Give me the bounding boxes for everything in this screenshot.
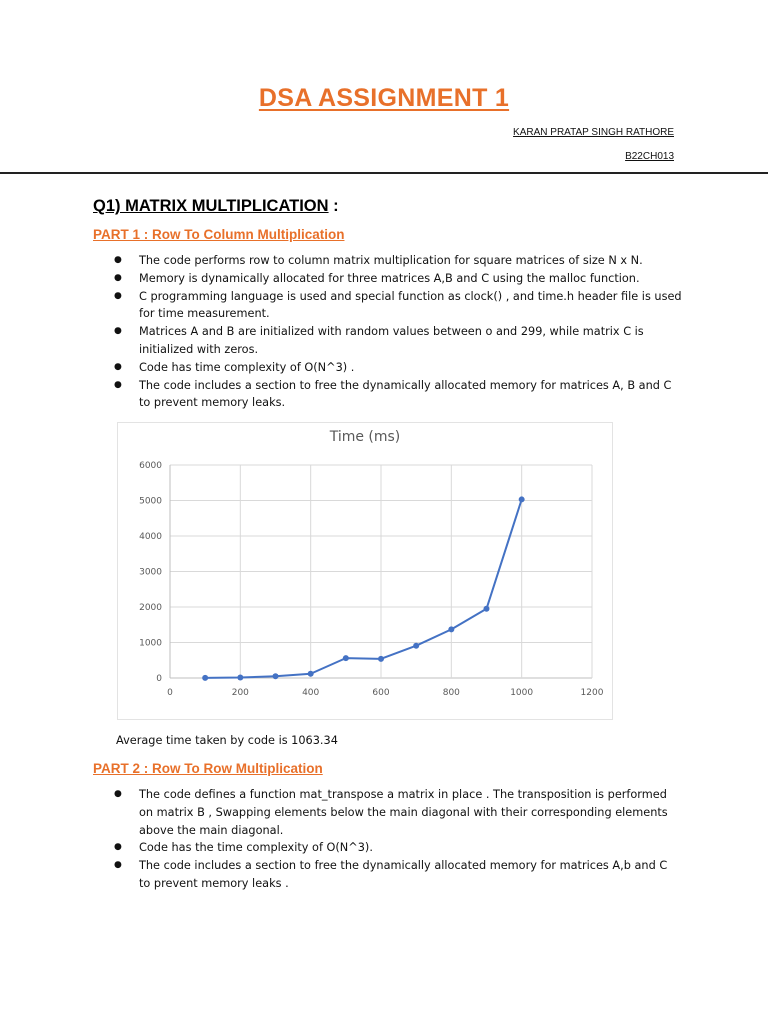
chart-tick-labels [139,461,604,698]
series-line [205,499,521,677]
x-tick-label: 800 [442,688,460,698]
x-tick-label: 200 [231,688,249,698]
time-chart [117,422,613,720]
average-time-text: Average time taken by code is 1063.34 [116,734,338,747]
y-tick-label: 2000 [139,603,162,613]
data-point [448,626,454,632]
x-tick-label: 600 [372,688,390,698]
list-item: ● Matrices A and B are initialized with random values between o and 299, while matrix C is initialized with zeros. [112,323,682,359]
data-point [273,673,279,679]
data-point [202,675,208,681]
list-item: ● The code includes a section to free the dynamically allocated memory for matrices A,b and C to prevent memory leaks . [112,857,682,893]
chart-grid [170,465,592,678]
question-heading-colon: : [328,197,339,215]
x-tick-label: 1200 [580,688,604,698]
part1-bullet-list [112,252,682,412]
part1-heading: PART 1 : Row To Column Multiplication [93,227,345,242]
data-point [343,655,349,661]
data-point [519,496,525,502]
data-point [308,671,314,677]
y-tick-label: 1000 [139,638,162,649]
list-item: ● Memory is dynamically allocated for three matrices A,B and C using the malloc function. [112,270,682,288]
data-point [378,656,384,662]
list-item: ● Code has time complexity of O(N^3) . [112,359,682,377]
roll-number: B22CH013 [625,151,674,162]
chart-title: Time (ms) [329,429,401,445]
y-tick-label: 5000 [139,496,162,507]
y-tick-label: 3000 [139,567,162,578]
data-point [484,606,490,612]
y-tick-label: 6000 [139,461,162,471]
part2-bullet-list [112,786,682,893]
x-tick-label: 1000 [510,688,534,698]
list-item: ● The code includes a section to free the dynamically allocated memory for matrices A, B and C to prevent memory leaks. [112,377,682,413]
question-heading [93,197,339,216]
part2-heading: PART 2 : Row To Row Multiplication [93,761,323,776]
list-item: ● Code has the time complexity of O(N^3). [112,839,682,857]
data-point [237,674,243,680]
time-chart-svg [118,423,612,719]
x-tick-label: 0 [167,688,173,698]
y-tick-label: 4000 [139,532,162,542]
header-divider [0,172,768,174]
chart-series [202,496,524,680]
x-tick-label: 400 [302,688,320,698]
data-point [413,643,419,649]
y-tick-label: 0 [156,674,162,684]
author-name: KARAN PRATAP SINGH RATHORE [513,127,674,138]
question-heading-text: Q1) MATRIX MULTIPLICATION [93,197,329,215]
document-title: DSA ASSIGNMENT 1 [258,84,510,112]
list-item: ● The code performs row to column matrix multiplication for square matrices of size N x N. [112,252,682,270]
list-item: ● C programming language is used and special function as clock() , and time.h header file is used for time measurement. [112,288,682,324]
list-item: ● The code defines a function mat_transpose a matrix in place . The transposition is performed on matrix B , Swapping elements below the main diagonal with their corresponding elements above the main diagonal. [112,786,682,839]
